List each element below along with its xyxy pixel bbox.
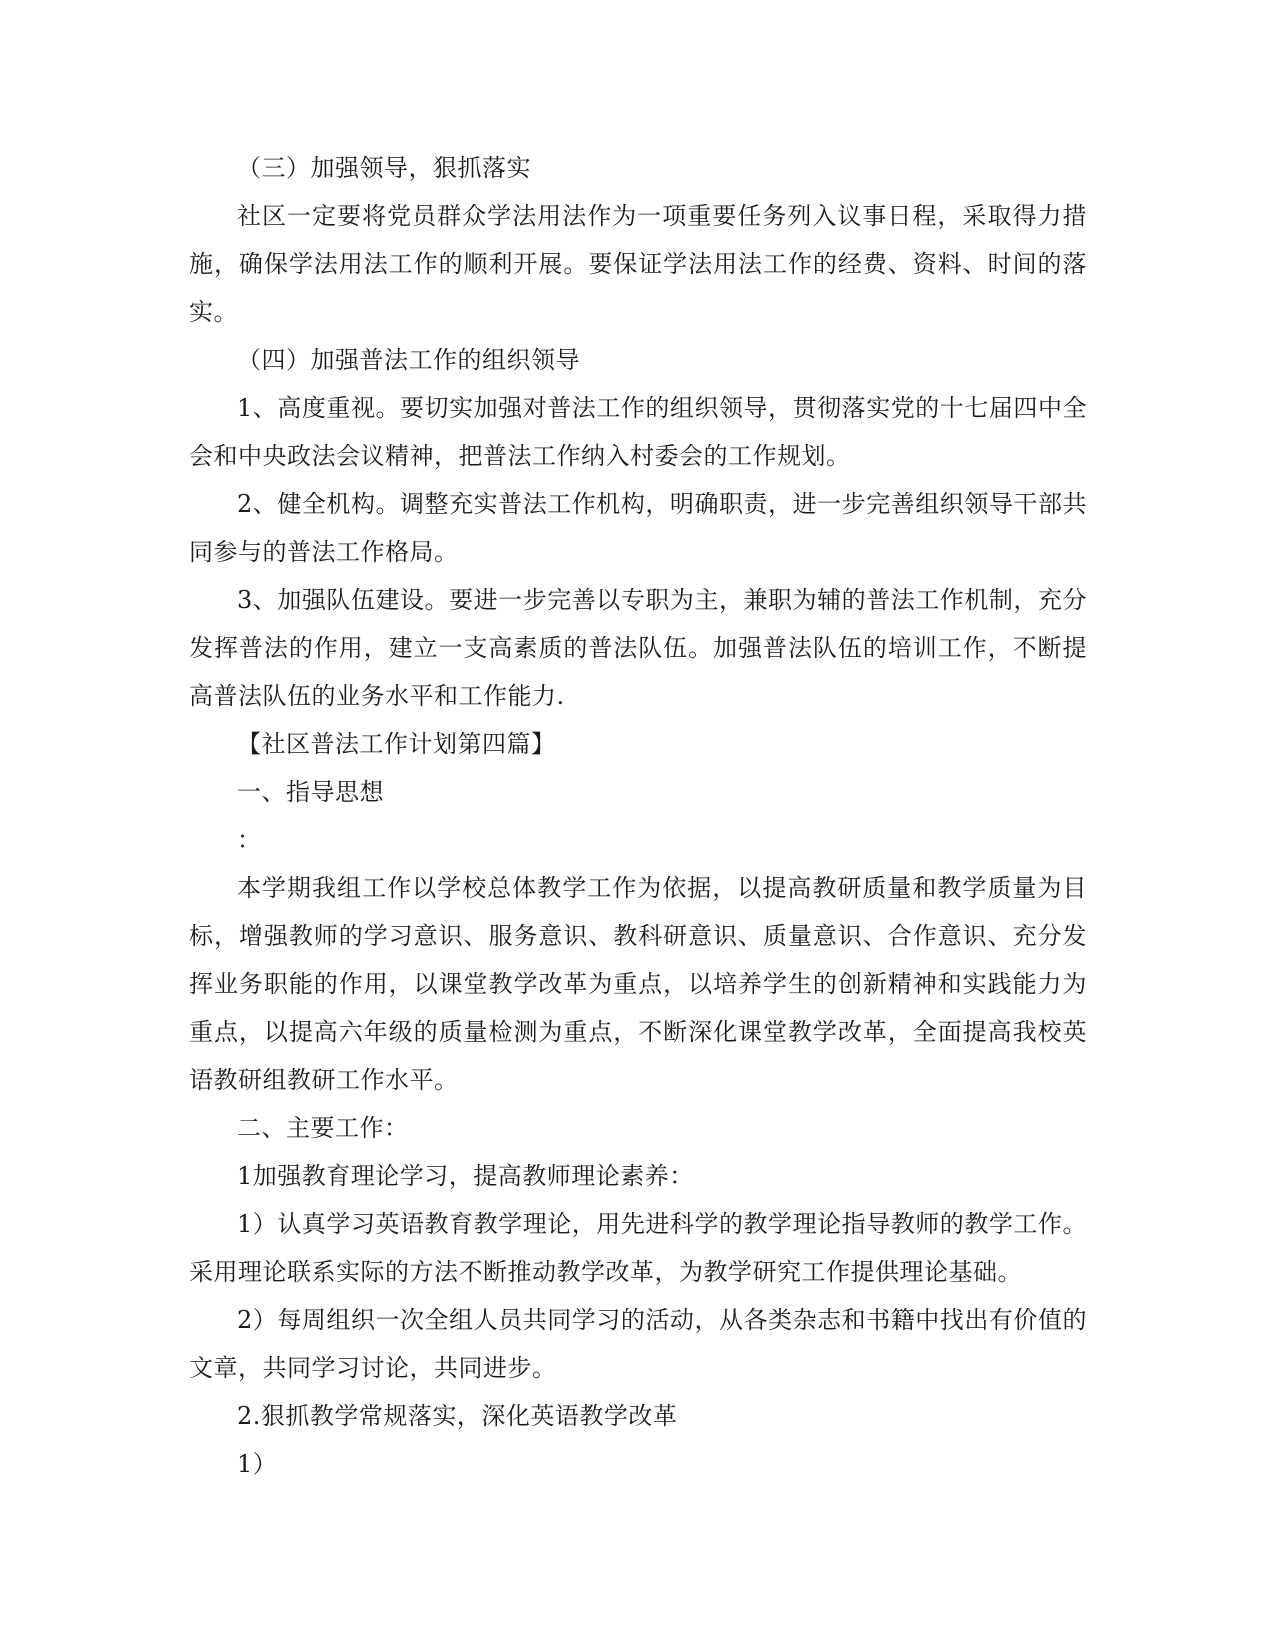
subheading-1: 1加强教育理论学习，提高教师理论素养： [237, 1162, 694, 1190]
document-page [189, 144, 1087, 1488]
list-item-2: 2、健全机构。调整充实普法工作机构，明确职责，进一步完善组织领导干部共同参与的普法工作格局。 [189, 490, 1087, 566]
list-item-1: 1、高度重视。要切实加强对普法工作的组织领导，贯彻落实党的十七届四中全会和中央政法会议精神，把普法工作纳入村委会的工作规划。 [189, 394, 1087, 470]
article-title: 【社区普法工作计划第四篇】 [237, 730, 556, 758]
colon-line: ： [237, 826, 262, 854]
list-item-1: 1）认真学习英语教育教学理论，用先进科学的教学理论指导教师的教学工作。采用理论联系实际的方法不断推动教学改革，为教学研究工作提供理论基础。 [189, 1210, 1087, 1286]
subheading-2: 2.狠抓教学常规落实，深化英语教学改革 [237, 1402, 678, 1430]
section-heading-4: （四）加强普法工作的组织领导 [237, 346, 580, 374]
list-item-3: 3、加强队伍建设。要进一步完善以专职为主，兼职为辅的普法工作机制，充分发挥普法的作用，建立一支高素质的普法队伍。加强普法队伍的培训工作，不断提高普法队伍的业务水平和工作能力. [189, 586, 1087, 710]
section-heading-3: （三）加强领导，狠抓落实 [237, 154, 531, 182]
section-heading-guiding: 一、指导思想 [237, 778, 384, 806]
list-item-1: 1） [237, 1450, 278, 1478]
body-paragraph: 本学期我组工作以学校总体教学工作为依据，以提高教研质量和教学质量为目标，增强教师的学习意识、服务意识、教科研意识、质量意识、合作意识、充分发挥业务职能的作用，以课堂教学改革为重点，以培养学生的创新精神和实践能力为重点，以提高六年级的质量检测为重点，不断深化课堂教学改革，全面提高我校英语教研组教研工作水平。 [189, 874, 1087, 1094]
body-paragraph: 社区一定要将党员群众学法用法作为一项重要任务列入议事日程，采取得力措施，确保学法用法工作的顺利开展。要保证学法用法工作的经费、资料、时间的落实。 [189, 202, 1087, 326]
list-item-2: 2）每周组织一次全组人员共同学习的活动，从各类杂志和书籍中找出有价值的文章，共同学习讨论，共同进步。 [189, 1306, 1087, 1382]
section-heading-main-work: 二、主要工作： [237, 1114, 409, 1142]
